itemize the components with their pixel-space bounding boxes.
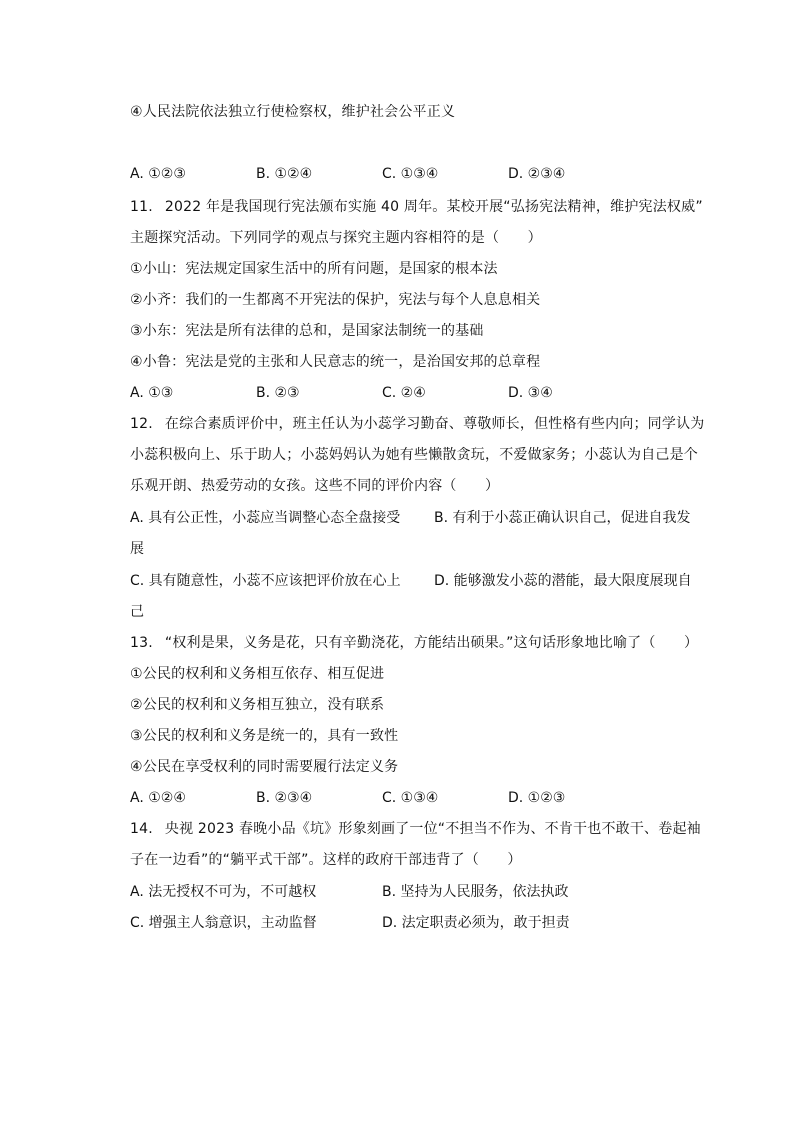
- q13-stem-text1: “权利是果，义务是花，只有辛勤浇花，方能结出硕果。”这句话形象地比喻了（ ）: [164, 635, 699, 651]
- q10-option-c: C. ①③④: [382, 166, 439, 182]
- q14-stem-text1: 央视 2023 春晚小品《坑》形象刻画了一位“不担当不作为、不肯干也不敢干、卷起袖: [164, 821, 701, 837]
- q11-stem-line1: [130, 198, 703, 216]
- q12-stem-line2: 小蕊积极向上、乐于助人；小蕊妈妈认为她有些懒散贪玩，不爱做家务；小蕊认为自己是个: [130, 447, 698, 463]
- q10-option-b: B. ①②④: [256, 166, 313, 182]
- q14-options-row2: [130, 914, 690, 932]
- q14-option-b: B. 坚持为人民服务，依法执政: [382, 884, 569, 900]
- q12-number: 12.: [130, 416, 153, 432]
- q10-option-a: A. ①②③: [130, 166, 186, 182]
- q14-option-d: D. 法定职责必须为，敢于担责: [382, 915, 570, 931]
- q11-item-3: ③小东：宪法是所有法律的总和，是国家法制统一的基础: [130, 323, 484, 339]
- q12-option-b: B. 有利于小蕊正确认识自己，促进自我发: [434, 510, 691, 526]
- q12-stem-text1: 在综合素质评价中，班主任认为小蕊学习勤奋、尊敬师长，但性格有些内向；同学认为: [164, 416, 705, 432]
- q13-option-c: C. ①③④: [382, 790, 439, 806]
- q12-stem-line1: [130, 415, 704, 433]
- q11-option-b: B. ②③: [256, 385, 300, 401]
- q11-stem-line2: 主题探究活动。下列同学的观点与探究主题内容相符的是（ ）: [130, 230, 542, 246]
- q11-number: 11.: [130, 199, 153, 215]
- q13-option-a: A. ①②④: [130, 790, 186, 806]
- q13-item-1: ①公民的权利和义务相互依存、相互促进: [130, 666, 385, 682]
- q13-number: 13.: [130, 635, 153, 651]
- q12-option-b-wrap: 展: [130, 541, 145, 557]
- q12-options-row2: [130, 572, 690, 590]
- q13-option-b: B. ②③④: [256, 790, 313, 806]
- q10-option-d: D. ②③④: [508, 166, 566, 182]
- q14-option-c: C. 增强主人翁意识，主动监督: [130, 915, 317, 931]
- q12-option-c: C. 具有随意性，小蕊不应该把评价放在心上: [130, 573, 401, 589]
- q11-item-1: ①小山：宪法规定国家生活中的所有问题，是国家的根本法: [130, 261, 498, 277]
- q12-option-d-wrap: 己: [130, 604, 145, 620]
- q13-options: [130, 789, 690, 807]
- q11-options: [130, 384, 690, 402]
- q12-options-row1: [130, 509, 690, 527]
- q11-option-d: D. ③④: [508, 385, 553, 401]
- q14-stem-line1: [130, 820, 701, 838]
- q13-item-2: ②公民的权利和义务相互独立，没有联系: [130, 697, 385, 713]
- q13-item-4: ④公民在享受权利的同时需要履行法定义务: [130, 759, 399, 775]
- q11-item-2: ②小齐：我们的一生都离不开宪法的保护，宪法与每个人息息相关: [130, 292, 541, 308]
- q11-option-a: A. ①③: [130, 385, 174, 401]
- q11-item-4: ④小鲁：宪法是党的主张和人民意志的统一，是治国安邦的总章程: [130, 354, 541, 370]
- q12-stem-line3: 乐观开朗、热爱劳动的女孩。这些不同的评价内容（ ）: [130, 478, 500, 494]
- q10-options: [130, 165, 690, 183]
- q13-option-d: D. ①②③: [508, 790, 566, 806]
- q12-option-a: A. 具有公正性，小蕊应当调整心态全盘接受: [130, 510, 401, 526]
- q12-option-d: D. 能够激发小蕊的潜能，最大限度展现自: [434, 573, 692, 589]
- q13-item-3: ③公民的权利和义务是统一的，具有一致性: [130, 728, 399, 744]
- q11-stem-text1: 2022 年是我国现行宪法颁布实施 40 周年。某校开展“弘扬宪法精神，维护宪法权威”: [164, 199, 703, 215]
- q14-option-a: A. 法无授权不可为，不可越权: [130, 884, 317, 900]
- q10-item-4: ④人民法院依法独立行使检察权，维护社会公平正义: [130, 104, 456, 120]
- q14-options-row1: [130, 883, 690, 901]
- q13-stem-line1: [130, 634, 698, 652]
- q11-option-c: C. ②④: [382, 385, 426, 401]
- q14-number: 14.: [130, 821, 153, 837]
- q14-stem-line2: 子在一边看”的“躺平式干部”。这样的政府干部违背了（ ）: [130, 852, 522, 868]
